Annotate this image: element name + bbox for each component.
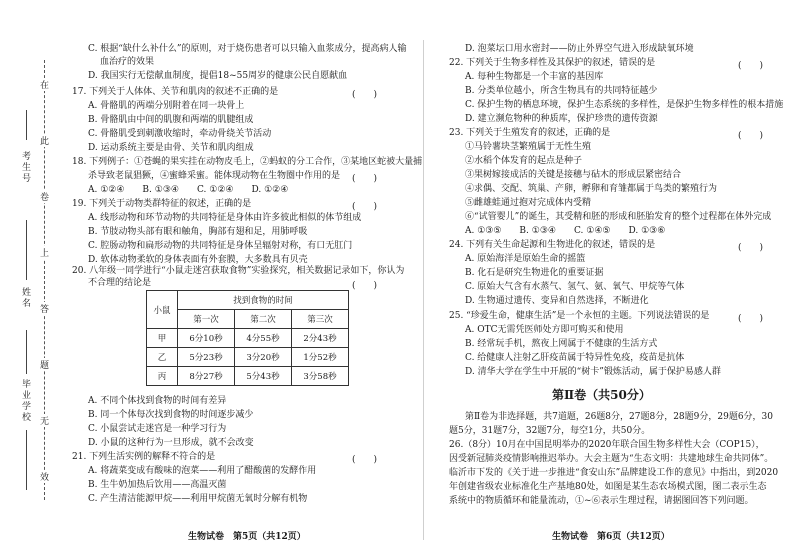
- option: A. 将蔬菜变成有酸味的泡菜——利用了醋酸菌的发酵作用: [88, 466, 317, 476]
- option: B. 节肢动物头部有眼和触角，胸部有翅和足，用肺呼吸: [88, 227, 308, 237]
- answer-paren: ( ): [352, 202, 378, 212]
- table-row: [147, 367, 349, 386]
- option: B. 分类单位越小，所含生物具有的共同特征越少: [465, 86, 658, 96]
- option: A. 每种生物都是一个丰富的基因库: [465, 72, 604, 82]
- option: C. 原始大气含有水蒸气、氢气、氨、氧气、甲烷等气体: [465, 282, 685, 292]
- answer-paren: ( ): [352, 455, 378, 465]
- section-instruction: 题5分，31题7分，32题7分，每空1分，共50分。: [449, 426, 651, 436]
- page-footer-left: 生物试卷 第5页（共12页）: [188, 532, 306, 542]
- option: B. 同一个体每次找到食物的时间逐步减少: [88, 410, 254, 420]
- binding-char: 效: [39, 470, 50, 483]
- page-footer-right: 生物试卷 第6页（共12页）: [552, 532, 670, 542]
- question-line: 杀导致老鼠猖獗，④蜜蜂采蜜。能体现动物在生物圈中作用的是: [88, 171, 341, 181]
- option: C. 给健康人注射乙肝疫苗属于特异性免疫，疫苗是抗体: [465, 353, 685, 363]
- field-underline: [26, 430, 27, 490]
- option: C. 骨骼肌受到刺激收缩时，牵动骨绕关节活动: [88, 129, 272, 139]
- answer-paren: ( ): [738, 131, 764, 141]
- question-line: C. 根据“缺什么补什么”的原则，对于烧伤患者可以只输入血浆成分，提高病人输: [88, 44, 407, 54]
- statement: ①马铃薯块茎繁殖属于无性生殖: [465, 142, 592, 152]
- answer-paren: ( ): [738, 61, 764, 71]
- binding-margin: [0, 0, 52, 560]
- option: D. 泡菜坛口用水密封——防止外界空气进入形成缺氧环境: [465, 44, 694, 54]
- option: D. 小鼠的这种行为一旦形成，就不会改变: [88, 438, 254, 448]
- question-17: 17. 下列关于人体体、关节和肌肉的叙述不正确的是: [72, 87, 279, 97]
- section-instruction: 第Ⅱ卷为非选择题，共7道题，26题8分，27题8分，28题9分，29题6分，30: [465, 412, 774, 422]
- table-cell: 2分43秒: [292, 329, 349, 348]
- field-underline: [26, 330, 27, 374]
- option: B. 经常玩手机，熬夜上网属于不健康的生活方式: [465, 339, 658, 349]
- statement: ②水稻个体发育的起点是种子: [465, 156, 583, 166]
- statement: ⑤雌雄蛙通过抱对完成体内受精: [465, 198, 592, 208]
- table-row-header: 小鼠: [147, 291, 178, 329]
- statement: ③果树嫁接成活的关键是接穗与砧木的形成层紧密结合: [465, 170, 682, 180]
- table-cell: 乙: [147, 348, 178, 367]
- question-22: 22. 下列关于生物多样性及其保护的叙述，错误的是: [449, 58, 656, 68]
- question-23: 23. 下列关于生殖发育的叙述，正确的是: [449, 128, 611, 138]
- option: A. 线形动物和环节动物的共同特征是身体由许多彼此相似的体节组成: [88, 213, 362, 223]
- binding-char: 答: [39, 302, 50, 315]
- option: B. 骨骼肌由中间的肌腹和两端的肌腱组成: [88, 115, 254, 125]
- table-cell: 丙: [147, 367, 178, 386]
- mouse-maze-table: [146, 290, 349, 386]
- answer-paren: ( ): [738, 243, 764, 253]
- binding-char: 卷: [39, 190, 50, 203]
- table-header-main: 找到食物的时间: [178, 291, 349, 310]
- question-20: 20. 八年级一同学进行“小鼠走迷宫获取食物”实验探究，相关数据记录如下，你认为: [72, 266, 405, 276]
- question-line: 因受新冠肺炎疫情影响推迟举办。大会主题为“生态文明：共建地球生命共同体”。: [449, 454, 774, 464]
- table-row: [147, 348, 349, 367]
- option: A. 不同个体找到食物的时间有差异: [88, 396, 227, 406]
- option: D. 清华大学在学生中开展的“树卡”锻炼活动，属于保护易感人群: [465, 367, 721, 377]
- answer-paren: ( ): [352, 90, 378, 100]
- table-cell: 1分52秒: [292, 348, 349, 367]
- question-line: 系统中的物质循环和能量流动，①~⑥表示生理过程，请据图回答下列问题。: [449, 496, 754, 506]
- statement: ④求偶、交配、筑巢、产卵，孵卵和育雏都属于鸟类的繁殖行为: [465, 184, 718, 194]
- field-underline: [26, 110, 27, 140]
- table-col-header: 第三次: [292, 310, 349, 329]
- label-name: 姓名: [21, 288, 31, 309]
- answer-paren: ( ): [352, 281, 378, 291]
- table-row: [147, 329, 349, 348]
- field-underline: [26, 220, 27, 280]
- table-cell: 8分27秒: [178, 367, 235, 386]
- option: A. OTC无需凭医师处方即可购买和使用: [465, 325, 624, 335]
- option: B. 生牛奶加热后饮用——高温灭菌: [88, 480, 227, 490]
- question-24: 24. 下列有关生命起源和生物进化的叙述，错误的是: [449, 240, 656, 250]
- question-line: 临沂市下发的《关于进一步推进“食安山东”品牌建设工作的意见》中指出，到2020: [449, 468, 779, 478]
- question-26: 26.（8分）10月在中国昆明举办的2020年联合国生物多样性大会（COP15），: [449, 440, 765, 450]
- binding-char: 题: [39, 358, 50, 371]
- column-divider: [423, 40, 424, 540]
- table-cell: 3分20秒: [235, 348, 292, 367]
- answer-paren: ( ): [738, 314, 764, 324]
- question-25: 25. “珍爱生命，健康生活”是一个永恒的主题。下列说法错误的是: [449, 311, 710, 321]
- question-line: 血治疗的效果: [100, 57, 155, 67]
- option: D. 生物通过遗传、变异和自然选择，不断进化: [465, 296, 649, 306]
- option: D. 软体动物柔软的身体表面有外套膜，大多数具有贝壳: [88, 255, 308, 265]
- option-row: A. ①③⑤ B. ①③④ C. ①④⑤ D. ①③⑥: [465, 226, 666, 236]
- section-title: 第Ⅱ卷（共50分）: [552, 388, 651, 402]
- binding-dashed-line: [44, 60, 45, 500]
- binding-char: 无: [39, 414, 50, 427]
- label-school: 毕业学校: [21, 380, 31, 423]
- option: D. 建立濒危物种的种质库，保护珍贵的遗传资源: [465, 114, 658, 124]
- binding-char: 上: [39, 246, 50, 259]
- question-18: 18. 下列例子：①苍蝇的果实挂在动物皮毛上，②蚂蚁的分工合作，③某地区蛇被大量捕: [72, 157, 423, 167]
- binding-char: 此: [39, 134, 50, 147]
- option: A. 原始海洋是原始生命的摇篮: [465, 254, 586, 264]
- option: C. 腔肠动物和扁形动物的共同特征是身体呈辐射对称，有口无肛门: [88, 241, 353, 251]
- question-line: 年创建省级农业标准化生产基地80处，如图是某生态农场模式图，图二表示生态: [449, 482, 767, 492]
- table-cell: 5分23秒: [178, 348, 235, 367]
- option: B. 化石是研究生物进化的重要证据: [465, 268, 604, 278]
- option: C. 小鼠尝试走迷宫是一种学习行为: [88, 424, 227, 434]
- option: A. 骨骼肌的两端分别附着在同一块骨上: [88, 101, 245, 111]
- table-cell: 3分58秒: [292, 367, 349, 386]
- table-cell: 4分55秒: [235, 329, 292, 348]
- table-cell: 5分43秒: [235, 367, 292, 386]
- table-col-header: 第二次: [235, 310, 292, 329]
- question-19: 19. 下列关于动物类群特征的叙述，正确的是: [72, 199, 252, 209]
- table-cell: 甲: [147, 329, 178, 348]
- option-row: A. ①②④ B. ①③④ C. ①②④ D. ①②④: [88, 185, 289, 195]
- table-cell: 6分10秒: [178, 329, 235, 348]
- answer-paren: ( ): [352, 174, 378, 184]
- binding-char: 在: [39, 78, 50, 91]
- question-line: D. 我国实行无偿献血制度，提倡18~55周岁的健康公民自愿献血: [88, 71, 348, 81]
- option: D. 运动系统主要是由骨、关节和肌肉组成: [88, 143, 254, 153]
- option: C. 产生清洁能源甲烷——利用甲烷菌无氧时分解有机物: [88, 494, 308, 504]
- table-col-header: 第一次: [178, 310, 235, 329]
- statement: ⑥“试管婴儿”的诞生，其受精和胚的形成和胚胎发育的整个过程都在体外完成: [465, 212, 772, 222]
- question-21: 21. 下列生活实例的解释不符合的是: [72, 452, 216, 462]
- question-line: 不合理的结论是: [88, 278, 152, 288]
- label-candidate-number: 考生号: [21, 152, 31, 184]
- option: C. 保护生物的栖息环境，保护生态系统的多样性，是保护生物多样性的根本措施: [465, 100, 784, 110]
